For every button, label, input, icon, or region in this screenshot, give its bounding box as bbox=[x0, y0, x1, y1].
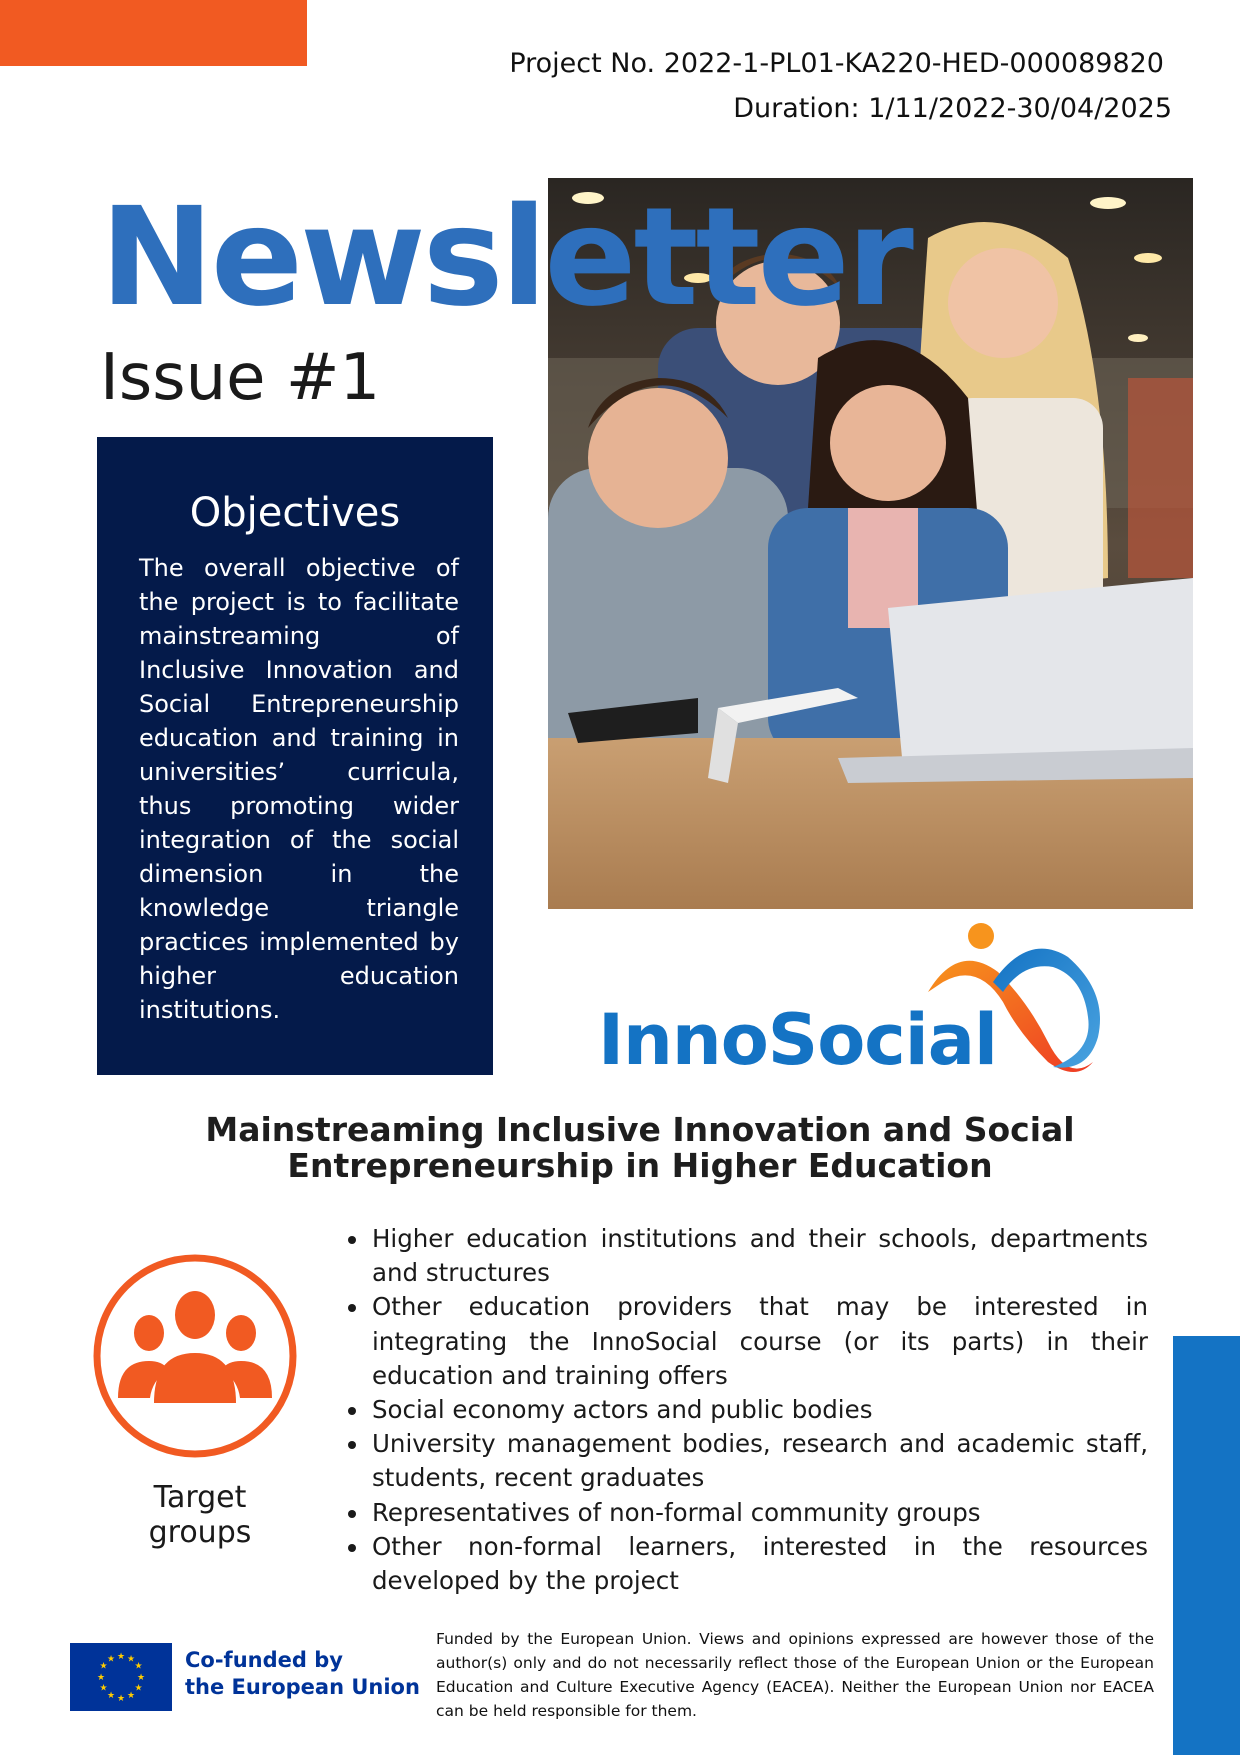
svg-text:★: ★ bbox=[99, 1683, 108, 1694]
target-label-line-2: groups bbox=[148, 1515, 252, 1550]
svg-text:★: ★ bbox=[106, 1654, 116, 1665]
funding-disclaimer: Funded by the European Union. Views and opinions expressed are however those of the author(s) only and do not necessarily reflect those of the European Union or the European Education and Culture Executive Agency (EACEA). Neither the European Union nor EACEA can be held responsible for them. bbox=[436, 1630, 1154, 1720]
issue-number: Issue #1 bbox=[100, 341, 381, 415]
group-people-icon bbox=[92, 1253, 298, 1459]
eu-label-line-2: the European Union bbox=[185, 1675, 420, 1699]
svg-text:★: ★ bbox=[116, 1652, 126, 1662]
newsletter-title: Newsletter bbox=[100, 179, 911, 337]
subtitle-line-1: Mainstreaming Inclusive Innovation and Social bbox=[205, 1110, 1075, 1149]
target-label-line-1: Target bbox=[153, 1480, 247, 1515]
project-subtitle bbox=[160, 1112, 1120, 1184]
svg-text:★: ★ bbox=[96, 1673, 106, 1683]
list-item: • Higher education institutions and their schools, departments and structures bbox=[370, 1222, 1148, 1290]
svg-text:★: ★ bbox=[136, 1673, 146, 1683]
svg-text:★: ★ bbox=[134, 1683, 143, 1694]
svg-text:★: ★ bbox=[99, 1661, 108, 1672]
list-item: • Social economy actors and public bodies bbox=[370, 1393, 1148, 1427]
svg-text:★: ★ bbox=[116, 1694, 126, 1704]
target-groups-label bbox=[100, 1480, 300, 1550]
project-number: Project No. 2022-1-PL01-KA220-HED-000089820 bbox=[509, 48, 1164, 79]
top-accent-bar bbox=[0, 0, 307, 66]
eu-label-line-1: Co-funded by bbox=[185, 1648, 343, 1672]
project-duration: Duration: 1/11/2022-30/04/2025 bbox=[733, 93, 1172, 124]
logo-wordmark: InnoSocial bbox=[598, 999, 998, 1081]
eu-cofunded-label bbox=[185, 1647, 420, 1701]
svg-text:★: ★ bbox=[126, 1691, 136, 1701]
objectives-text: The overall objective of the project is to facilitate mainstreaming of Inclusive Innovation and Social Entrepreneurship education and training in universities’ curricula, thus promoting wider integration of the social dimension in the knowledge triangle practices implemented by higher education institutions. bbox=[139, 554, 459, 1024]
innosocial-logo bbox=[598, 922, 1118, 1087]
list-item: • Other non-formal learners, interested in the resources developed by the project bbox=[370, 1530, 1148, 1598]
subtitle-line-2: Entrepreneurship in Higher Education bbox=[287, 1146, 993, 1185]
list-item: • University management bodies, research and academic staff, students, recent graduates bbox=[370, 1427, 1148, 1495]
svg-text:★: ★ bbox=[106, 1691, 116, 1701]
svg-text:★: ★ bbox=[126, 1654, 136, 1665]
eu-flag-icon bbox=[70, 1643, 172, 1711]
list-item: • Representatives of non-formal community groups bbox=[370, 1496, 1148, 1530]
side-accent-bar bbox=[1173, 1336, 1240, 1755]
list-item: • Other education providers that may be interested in integrating the InnoSocial course (or its parts) in their education and training offers bbox=[370, 1290, 1148, 1393]
target-groups-list bbox=[337, 1222, 1148, 1598]
objectives-panel bbox=[97, 437, 493, 1075]
svg-text:★: ★ bbox=[134, 1661, 143, 1672]
objectives-heading: Objectives bbox=[189, 490, 401, 536]
